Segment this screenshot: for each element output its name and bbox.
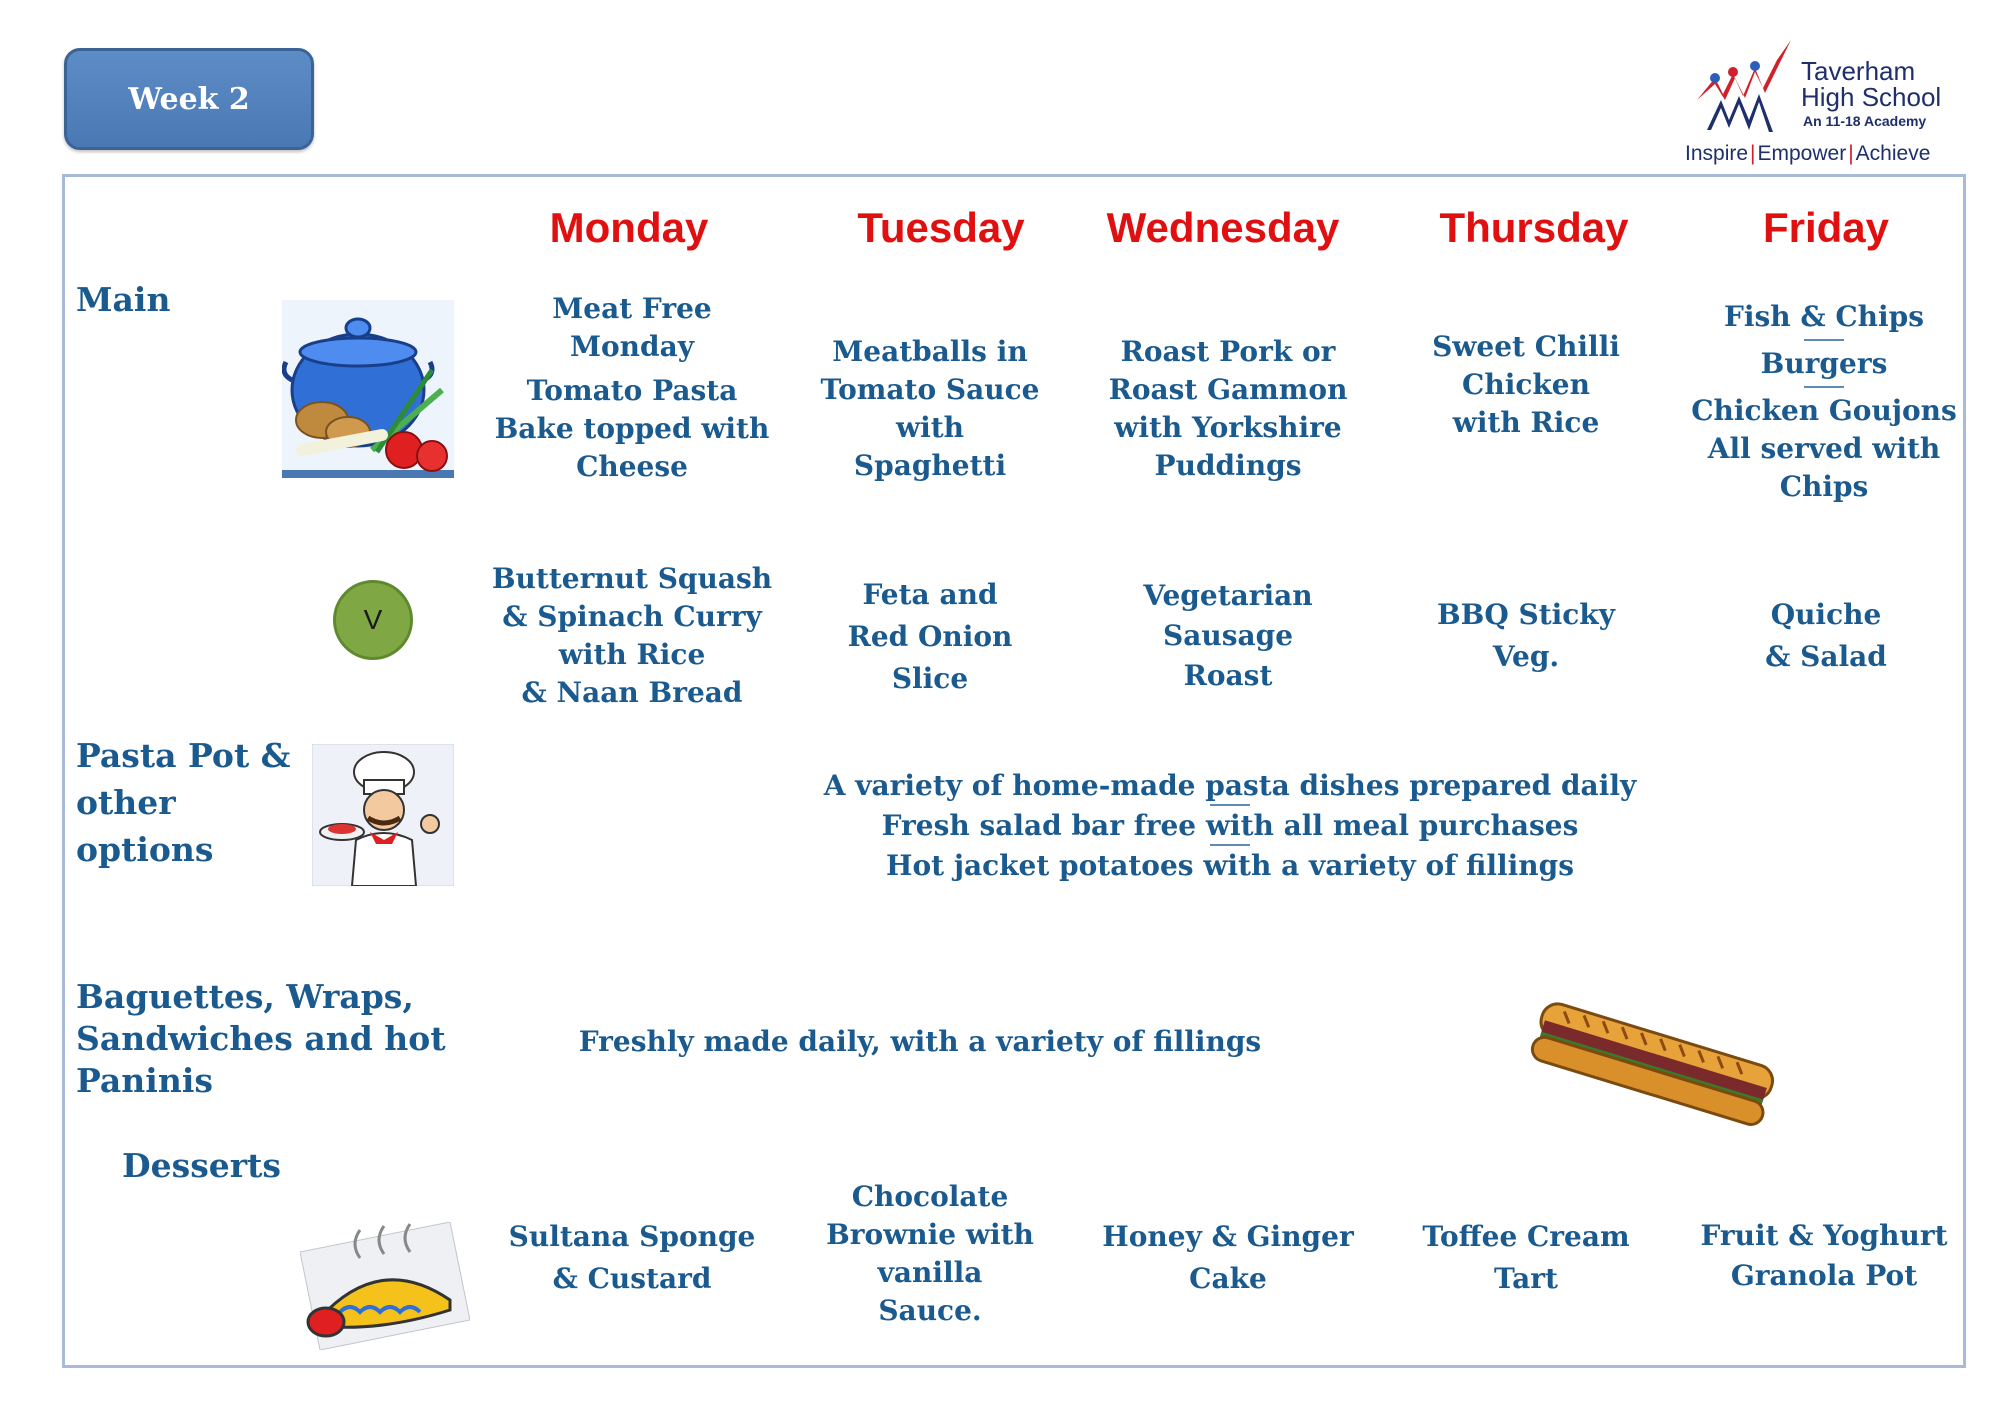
main-thursday-line2: Chicken: [1462, 368, 1590, 401]
veg-wednesday-line3: Roast: [1183, 659, 1273, 692]
school-subtitle: An 11-18 Academy: [1803, 113, 1927, 129]
dessert-tuesday-line1: Chocolate: [851, 1180, 1009, 1213]
veg-tuesday-line3: Slice: [891, 662, 969, 695]
veg-friday: [1681, 594, 1971, 678]
main-monday-line2: Bake topped with: [494, 412, 770, 445]
main-tuesday-line2: Tomato Sauce: [820, 373, 1040, 406]
veg-monday-line1: Butternut Squash: [491, 562, 773, 595]
friday-separator: [1804, 339, 1844, 341]
main-friday: [1676, 298, 1972, 506]
school-logo-icon: [1693, 38, 1798, 138]
day-header-monday: Monday: [549, 204, 709, 251]
baguettes-description: Freshly made daily, with a variety of fillings: [578, 1025, 1262, 1058]
main-friday-line1: Fish & Chips: [1723, 300, 1925, 333]
dessert-monday-line1: Sultana Sponge: [508, 1220, 756, 1253]
pasta-separator: [1210, 804, 1250, 806]
main-thursday-line1: Sweet Chilli: [1432, 330, 1620, 363]
main-tuesday-line4: Spaghetti: [853, 449, 1007, 482]
baguette-sandwich-icon: [1515, 982, 1795, 1132]
main-friday-line5: Chips: [1779, 470, 1869, 503]
pasta-options: [760, 760, 1700, 892]
dessert-tuesday-line4: Sauce.: [878, 1294, 982, 1327]
veg-wednesday-line2: Sausage: [1162, 619, 1294, 652]
main-tuesday: [785, 333, 1075, 485]
category-baguettes-line2: Sandwiches and hot: [76, 1019, 446, 1058]
school-name: [1801, 58, 1941, 110]
dessert-tuesday-line2: Brownie with: [826, 1218, 1034, 1251]
vegetarian-badge: V: [333, 580, 413, 660]
category-pasta-line2: other: [76, 783, 176, 822]
main-friday-line4: All served with: [1707, 432, 1941, 465]
dessert-friday-line2: Granola Pot: [1730, 1259, 1918, 1292]
category-baguettes-line3: Paninis: [76, 1061, 213, 1100]
tagline-achieve: Achieve: [1855, 142, 1931, 165]
friday-separator: [1804, 386, 1844, 388]
veg-wednesday: [1083, 576, 1373, 696]
dessert-wednesday-line2: Cake: [1189, 1262, 1267, 1295]
blue-pot-vegetables-icon: [282, 300, 454, 478]
veg-thursday-line2: Veg.: [1492, 640, 1560, 673]
veg-friday-line1: Quiche: [1770, 598, 1882, 631]
main-monday-line1: Tomato Pasta: [526, 374, 738, 407]
main-monday-title: Meat Free Monday: [552, 292, 712, 363]
main-thursday-line3: with Rice: [1452, 406, 1600, 439]
tagline-empower: Empower: [1757, 142, 1847, 165]
dessert-thursday: [1381, 1216, 1671, 1300]
veg-friday-line2: & Salad: [1765, 640, 1887, 673]
category-baguettes-line1: Baguettes, Wraps,: [76, 977, 414, 1016]
main-wednesday-line1: Roast Pork or: [1120, 335, 1336, 368]
dessert-wednesday: [1083, 1216, 1373, 1300]
main-wednesday-line4: Puddings: [1154, 449, 1302, 482]
dessert-monday: [487, 1216, 777, 1300]
veg-tuesday-line2: Red Onion: [847, 620, 1013, 653]
category-main: Main: [76, 280, 171, 319]
day-header-tuesday: Tuesday: [857, 204, 1025, 251]
week-label: Week 2: [64, 48, 314, 150]
veg-monday-line4: & Naan Bread: [521, 676, 743, 709]
main-wednesday-line2: Roast Gammon: [1108, 373, 1348, 406]
dessert-tuesday-line3: vanilla: [877, 1256, 983, 1289]
dessert-monday-line2: & Custard: [552, 1262, 712, 1295]
veg-tuesday-line1: Feta and: [862, 578, 998, 611]
school-tagline: Inspire|Empower|Achieve: [1685, 142, 1931, 165]
main-friday-line3: Chicken Goujons: [1691, 394, 1957, 427]
school-name-line2: High School: [1801, 82, 1942, 112]
day-header-wednesday: Wednesday: [1106, 204, 1340, 251]
dessert-friday-line1: Fruit & Yoghurt: [1700, 1219, 1948, 1252]
category-desserts: Desserts: [122, 1146, 281, 1185]
day-header-thursday: Thursday: [1439, 204, 1629, 251]
veg-monday-line3: with Rice: [558, 638, 706, 671]
school-name-line1: Taverham: [1801, 56, 1916, 86]
category-pasta-line1: Pasta Pot &: [76, 736, 291, 775]
dessert-thursday-line2: Tart: [1494, 1262, 1558, 1295]
dessert-wednesday-line1: Honey & Ginger: [1102, 1220, 1354, 1253]
veg-monday-line2: & Spinach Curry: [502, 600, 762, 633]
day-header-friday: Friday: [1762, 204, 1890, 251]
pasta-separator: [1210, 844, 1250, 846]
dessert-friday: [1676, 1216, 1972, 1296]
main-wednesday-line3: with Yorkshire: [1114, 411, 1342, 444]
pasta-option-2: Fresh salad bar free with all meal purchases: [881, 809, 1579, 842]
veg-tuesday: [785, 574, 1075, 700]
hot-pie-icon: [300, 1222, 470, 1350]
tagline-inspire: Inspire: [1685, 142, 1749, 165]
pasta-option-3: Hot jacket potatoes with a variety of fillings: [886, 849, 1574, 882]
category-pasta-line3: options: [76, 830, 214, 869]
pasta-option-1: A variety of home-made pasta dishes prepared daily: [823, 769, 1637, 802]
main-thursday: [1381, 328, 1671, 442]
category-pasta: [76, 732, 290, 873]
veg-thursday-line1: BBQ Sticky: [1437, 598, 1615, 631]
main-tuesday-line3: with: [895, 411, 965, 444]
veg-wednesday-line1: Vegetarian: [1143, 579, 1313, 612]
veg-thursday: [1381, 594, 1671, 678]
main-friday-line2: Burgers: [1760, 347, 1888, 380]
main-monday-line3: Cheese: [576, 450, 688, 483]
dessert-thursday-line1: Toffee Cream: [1422, 1220, 1630, 1253]
category-baguettes: [76, 976, 446, 1102]
chef-icon: [312, 744, 454, 886]
main-wednesday: [1083, 333, 1373, 485]
school-logo: [1685, 38, 1955, 173]
main-monday: [487, 372, 777, 486]
dessert-tuesday: [785, 1178, 1075, 1330]
main-tuesday-line1: Meatballs in: [832, 335, 1028, 368]
veg-monday: [487, 560, 777, 712]
